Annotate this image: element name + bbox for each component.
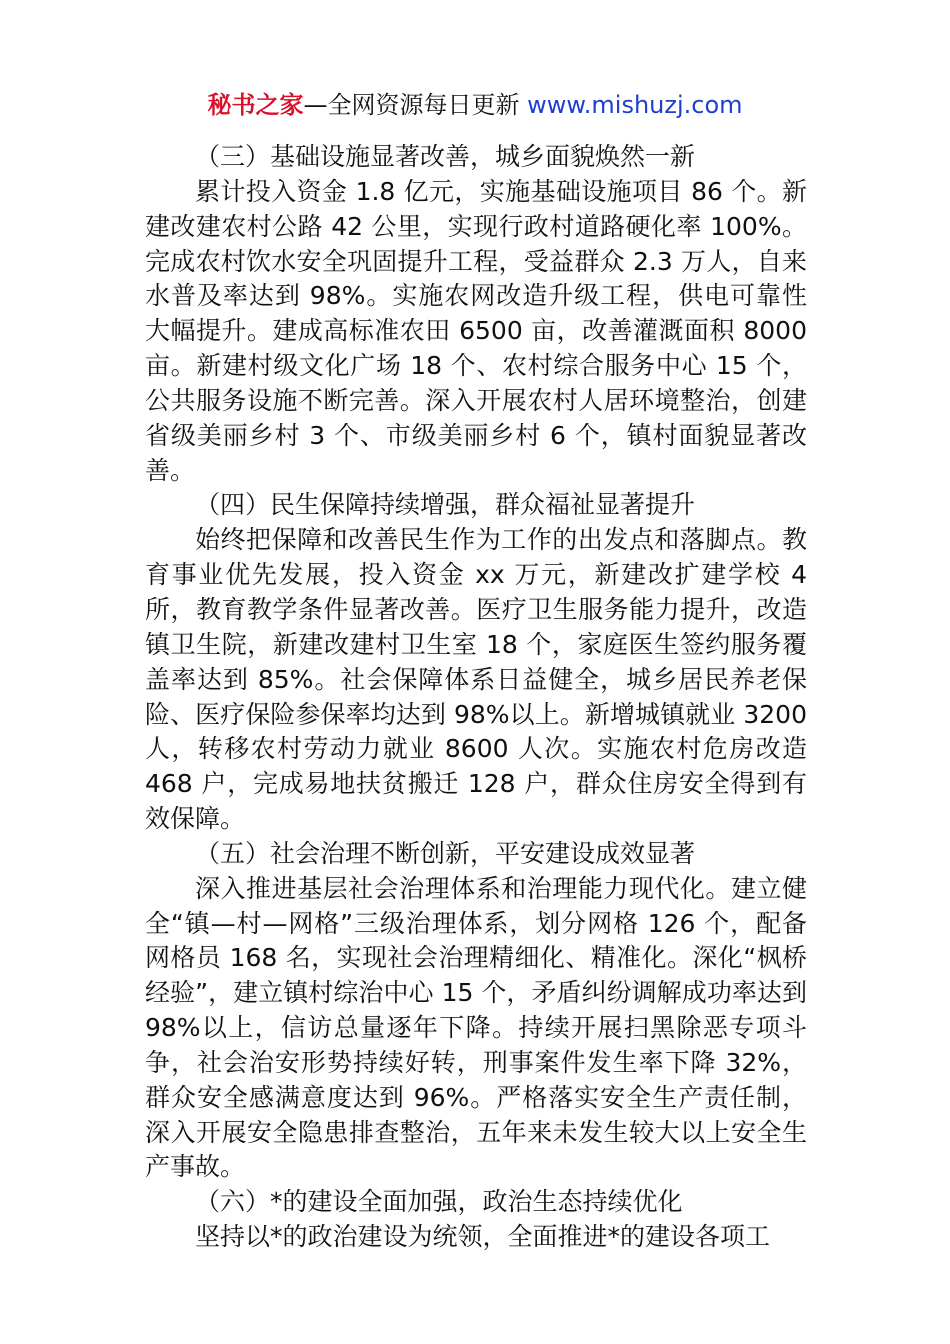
header-slogan: —全网资源每日更新 [303,91,528,119]
section-heading: （三）基础设施显著改善，城乡面貌焕然一新 [195,142,696,171]
site-header [0,88,950,122]
brand-name: 秘书之家 [207,91,304,119]
section-paragraph: 累计投入资金 1.8 亿元，实施基础设施项目 86 个。新建改建农村公路 42 公里，实现行政村道路硬化率 100%。完成农村饮水安全巩固提升工程，受益群众 2.3 万人，自来水普及率达到 98%。实施农网改造升级工程，供电可靠性大幅提升。建成高标准农田 6500 亩，改善灌溉面积 8000 亩。新建村级文化广场 18 个、农村综合服务中心 15 个，公共服务设施不断完善。深入开展农村人居环境整治，创建省级美丽乡村 3 个、市级美丽乡村 6 个，镇村面貌显著改善。 [145,176,807,485]
section-paragraph: 坚持以*的政治建设为统领，全面推进*的建设各项工 [195,1222,771,1252]
section-heading: （六）*的建设全面加强，政治生态持续优化 [195,1187,683,1217]
document-body [145,140,807,1255]
site-url-link[interactable]: www.mishuzj.com [527,91,743,119]
section-heading: （五）社会治理不断创新，平安建设成效显著 [195,838,696,868]
section-heading: （四）民生保障持续增强，群众福祉显著提升 [195,490,696,520]
section-paragraph: 始终把保障和改善民生作为工作的出发点和落脚点。教育事业优先发展，投入资金 xx 万元，新建改扩建学校 4 所，教育教学条件显著改善。医疗卫生服务能力提升，改造镇卫生院，新建改建村卫生室 18 个，家庭医生签约服务覆盖率达到 85%。社会保障体系日益健全，城乡居民养老保险、医疗保险参保率均达到 98%以上。新增城镇就业 3200 人，转移农村劳动力就业 8600 人次。实施农村危房改造 468 户，完成易地扶贫搬迁 128 户，群众住房安全得到有效保障。 [145,525,807,834]
section-paragraph: 深入推进基层社会治理体系和治理能力现代化。建立健全“镇—村—网格”三级治理体系，划分网格 126 个，配备网格员 168 名，实现社会治理精细化、精准化。深化“枫桥经验”，建立镇村综治中心 15 个，矛盾纠纷调解成功率达到 98%以上，信访总量逐年下降。持续开展扫黑除恶专项斗争，社会治安形势持续好转，刑事案件发生率下降 32%，群众安全感满意度达到 96%。严格落实安全生产责任制，深入开展安全隐患排查整治，五年来未发生较大以上安全生产事故。 [145,873,807,1182]
